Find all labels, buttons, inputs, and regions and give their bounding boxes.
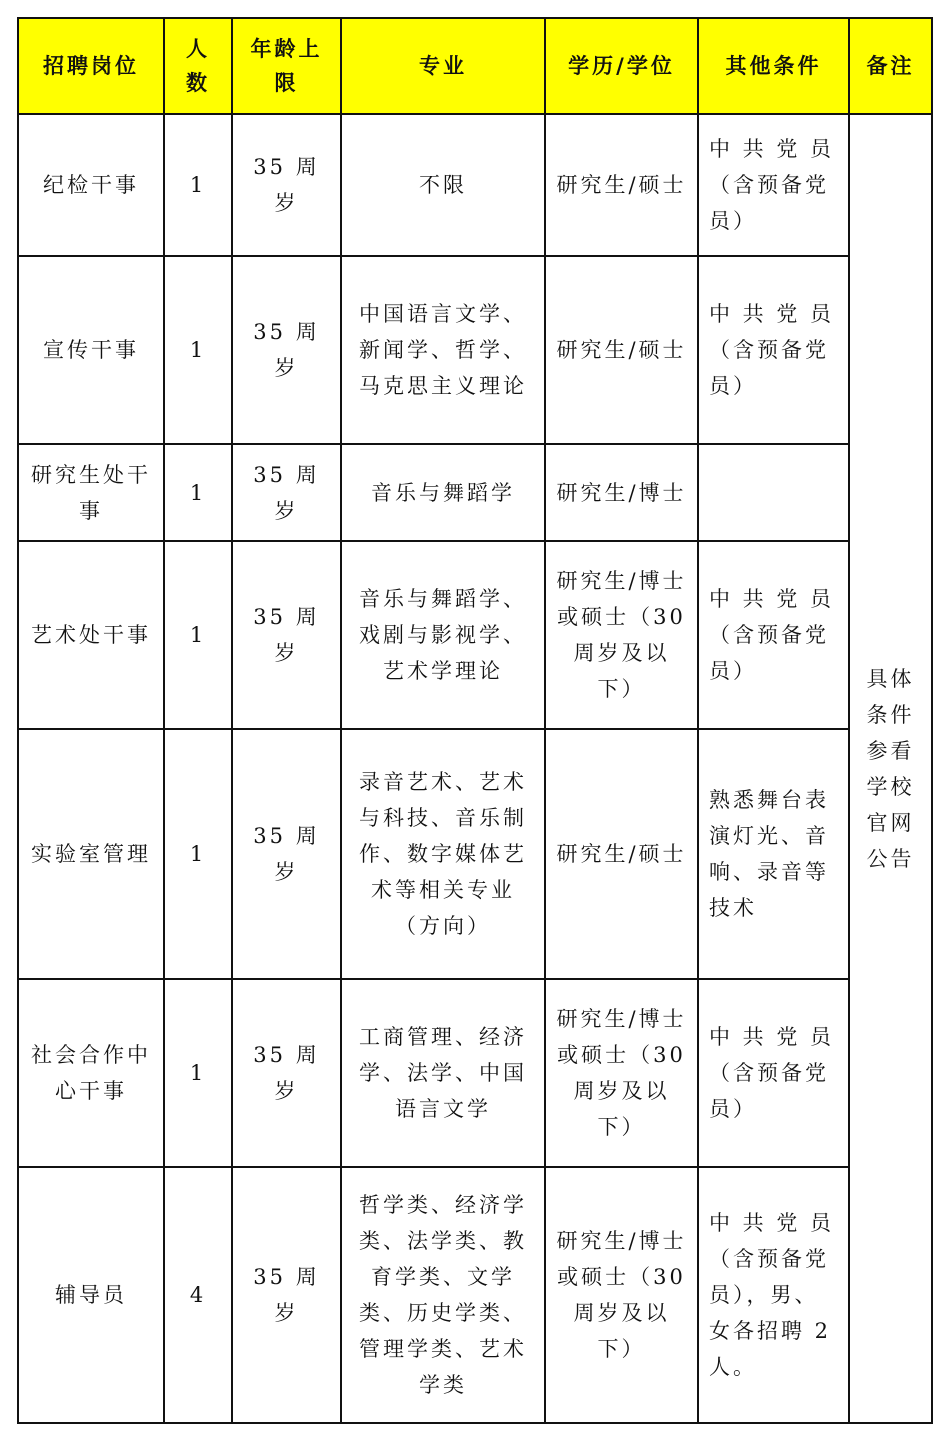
header-position: 招聘岗位 — [18, 18, 164, 114]
header-remark: 备注 — [849, 18, 932, 114]
major-cell: 音乐与舞蹈学 — [341, 444, 545, 541]
count-cell: 1 — [164, 114, 232, 256]
other-cell: 中 共 党 员（含预备党员），男、女各招聘 2 人。 — [698, 1167, 849, 1423]
position-cell: 纪检干事 — [18, 114, 164, 256]
table-row — [18, 979, 932, 1167]
major-cell: 工商管理、经济学、法学、中国语言文学 — [341, 979, 545, 1167]
age-cell: 35 周岁 — [232, 1167, 341, 1423]
position-cell: 宣传干事 — [18, 256, 164, 444]
header-age-limit: 年龄上限 — [232, 18, 341, 114]
other-cell: 中 共 党 员（含预备党员） — [698, 256, 849, 444]
age-cell: 35 周岁 — [232, 114, 341, 256]
other-cell: 中 共 党 员（含预备党员） — [698, 541, 849, 729]
major-cell: 中国语言文学、新闻学、哲学、马克思主义理论 — [341, 256, 545, 444]
education-cell: 研究生/博士或硕士（30 周岁及以下） — [545, 1167, 698, 1423]
age-cell: 35 周岁 — [232, 444, 341, 541]
table-row — [18, 444, 932, 541]
major-cell: 哲学类、经济学类、法学类、教育学类、文学类、历史学类、管理学类、艺术学类 — [341, 1167, 545, 1423]
count-cell: 1 — [164, 541, 232, 729]
position-cell: 辅导员 — [18, 1167, 164, 1423]
education-cell: 研究生/硕士 — [545, 256, 698, 444]
table-row — [18, 256, 932, 444]
age-cell: 35 周岁 — [232, 729, 341, 979]
table-row — [18, 541, 932, 729]
header-other: 其他条件 — [698, 18, 849, 114]
education-cell: 研究生/硕士 — [545, 729, 698, 979]
header-major: 专业 — [341, 18, 545, 114]
age-cell: 35 周岁 — [232, 256, 341, 444]
count-cell: 1 — [164, 729, 232, 979]
major-cell: 录音艺术、艺术与科技、音乐制作、数字媒体艺术等相关专业（方向） — [341, 729, 545, 979]
count-cell: 1 — [164, 256, 232, 444]
remark-cell: 具体条件参看学校官网公告 — [849, 114, 932, 1423]
education-cell: 研究生/博士或硕士（30 周岁及以下） — [545, 979, 698, 1167]
age-cell: 35 周岁 — [232, 979, 341, 1167]
position-cell: 研究生处干事 — [18, 444, 164, 541]
header-count: 人数 — [164, 18, 232, 114]
other-cell: 熟悉舞台表演灯光、音响、录音等技术 — [698, 729, 849, 979]
header-row — [18, 18, 932, 114]
age-cell: 35 周岁 — [232, 541, 341, 729]
header-education: 学历/学位 — [545, 18, 698, 114]
recruitment-table — [17, 17, 933, 1424]
major-cell: 不限 — [341, 114, 545, 256]
education-cell: 研究生/硕士 — [545, 114, 698, 256]
count-cell: 1 — [164, 979, 232, 1167]
other-cell — [698, 444, 849, 541]
table-row — [18, 1167, 932, 1423]
education-cell: 研究生/博士或硕士（30 周岁及以下） — [545, 541, 698, 729]
major-cell: 音乐与舞蹈学、戏剧与影视学、艺术学理论 — [341, 541, 545, 729]
table-row — [18, 729, 932, 979]
other-cell: 中 共 党 员（含预备党员） — [698, 979, 849, 1167]
table-row — [18, 114, 932, 256]
count-cell: 1 — [164, 444, 232, 541]
education-cell: 研究生/博士 — [545, 444, 698, 541]
position-cell: 实验室管理 — [18, 729, 164, 979]
position-cell: 艺术处干事 — [18, 541, 164, 729]
position-cell: 社会合作中心干事 — [18, 979, 164, 1167]
count-cell: 4 — [164, 1167, 232, 1423]
other-cell: 中 共 党 员（含预备党员） — [698, 114, 849, 256]
